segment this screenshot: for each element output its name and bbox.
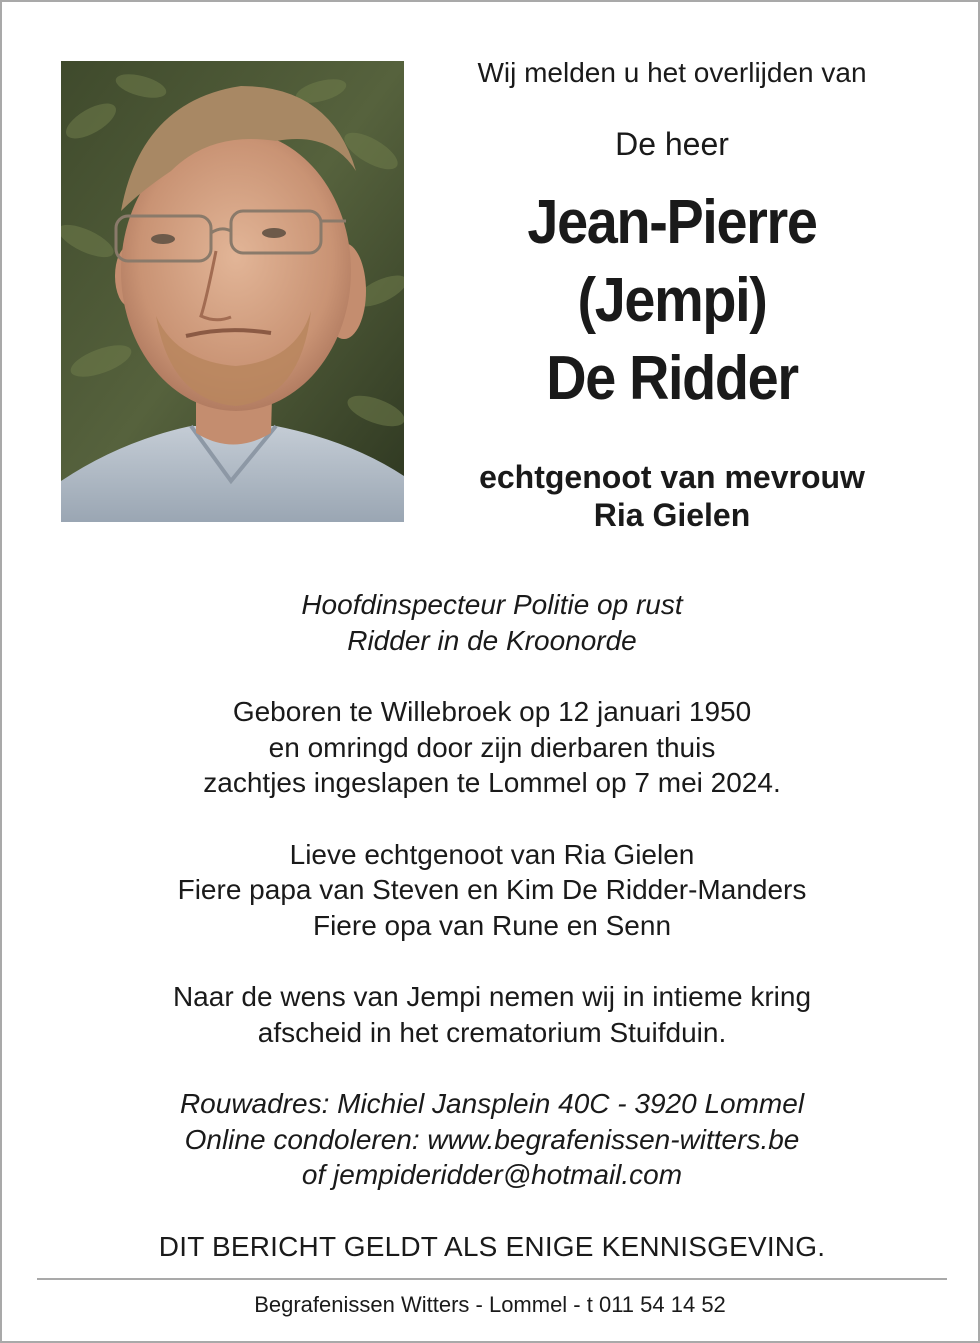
titles-block — [42, 587, 942, 658]
obituary-body — [42, 587, 942, 1264]
condolence-email[interactable]: of jempideridder@hotmail.com — [301, 1159, 683, 1190]
spouse-relation: echtgenoot van mevrouw — [479, 459, 865, 495]
farewell-line: afscheid in het crematorium Stuifduin. — [257, 1016, 727, 1048]
footer-divider — [37, 1278, 947, 1280]
title-line: Hoofdinspecteur Politie op rust — [301, 589, 683, 620]
farewell-block — [42, 979, 942, 1050]
contact-block — [42, 1086, 942, 1193]
name-line: (Jempi) — [577, 266, 767, 335]
portrait-photo — [61, 61, 404, 522]
family-line: Fiere opa van Rune en Senn — [312, 909, 672, 941]
family-block — [42, 837, 942, 944]
spouse-name: Ria Gielen — [593, 497, 751, 533]
family-line: Lieve echtgenoot van Ria Gielen — [289, 838, 695, 870]
name-line: Jean-Pierre — [527, 188, 817, 257]
life-line: Geboren te Willebroek op 12 januari 1950 — [232, 696, 752, 727]
announcement-header — [422, 54, 922, 534]
funeral-home-footer: Begrafenissen Witters - Lommel - t 011 54 14 52 — [254, 1292, 726, 1317]
official-notice: DIT BERICHT GELDT ALS ENIGE KENNISGEVING. — [158, 1230, 826, 1262]
farewell-line: Naar de wens van Jempi nemen wij in intieme kring — [172, 981, 812, 1012]
family-line: Fiere papa van Steven en Kim De Ridder-Manders — [177, 874, 807, 905]
life-line: zachtjes ingeslapen te Lommel op 7 mei 2024. — [203, 767, 781, 798]
mourning-address: Rouwadres: Michiel Jansplein 40C - 3920 Lommel — [179, 1088, 805, 1119]
title-line: Ridder in de Kroonorde — [347, 624, 637, 656]
name-line: De Ridder — [546, 344, 798, 413]
intro-text: Wij melden u het overlijden van — [477, 57, 867, 88]
title-prefix: De heer — [615, 126, 729, 162]
life-block — [42, 694, 942, 801]
condolence-website[interactable]: Online condoleren: www.begrafenissen-witters.be — [184, 1123, 800, 1155]
spouse-line — [422, 458, 922, 534]
deceased-name — [447, 184, 897, 418]
life-line: en omringd door zijn dierbaren thuis — [268, 731, 716, 763]
